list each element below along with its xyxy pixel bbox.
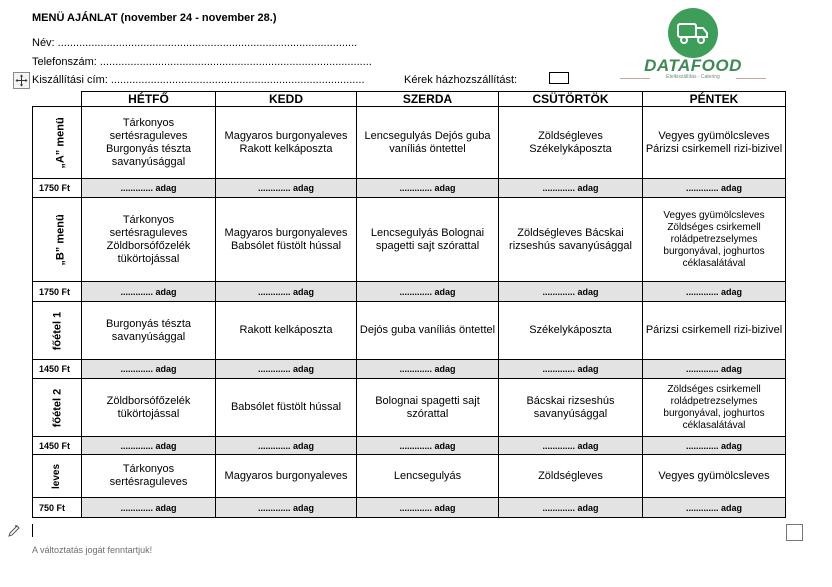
table-row <box>33 302 786 360</box>
portion-field[interactable]: ............. adag <box>643 498 786 518</box>
dish-cell[interactable]: Lencsegulyás <box>357 455 499 498</box>
dish-cell[interactable]: Babsólet füstölt hússal <box>216 379 357 437</box>
dish-cell[interactable]: Vegyes gyümölcsleves Párizsi csirkemell rizi-bizivel <box>643 107 786 179</box>
dish-cell[interactable]: Tárkonyos sertésraguleves Zöldborsófőzelék tükörtojással <box>82 198 216 282</box>
dish-cell[interactable]: Magyaros burgonyaleves <box>216 455 357 498</box>
address-field[interactable]: Kiszállítási cím: ................................................................................... <box>32 74 365 86</box>
row-label <box>33 379 82 437</box>
edit-pen-icon[interactable] <box>7 524 21 543</box>
table-row <box>33 379 786 437</box>
portion-field[interactable]: ............. adag <box>499 282 643 302</box>
dish-cell[interactable]: Párizsi csirkemell rizi-bizivel <box>643 302 786 360</box>
dish-cell[interactable]: Dejós guba vaníliás öntettel <box>357 302 499 360</box>
dish-cell[interactable]: Lencsegulyás Dejós guba vaníliás öntettel <box>357 107 499 179</box>
table-row <box>33 437 786 455</box>
dish-cell[interactable]: Tárkonyos sertésraguleves Burgonyás tészta savanyúsággal <box>82 107 216 179</box>
datafood-logo <box>618 8 768 83</box>
day-header: CSÜTÖRTÖK <box>499 92 643 107</box>
portion-field[interactable]: ............. adag <box>357 179 499 198</box>
phone-field[interactable]: Telefonszám: ......................................................................................... <box>32 56 372 68</box>
table-row <box>33 360 786 379</box>
price-cell: 1450 Ft <box>33 360 82 379</box>
price-cell: 1750 Ft <box>33 282 82 302</box>
row-label <box>33 107 82 179</box>
table-row <box>33 498 786 518</box>
dish-cell[interactable]: Rakott kelkáposzta <box>216 302 357 360</box>
row-label-text: főétel 2 <box>50 388 63 427</box>
row-label <box>33 302 82 360</box>
dish-cell[interactable]: Zöldségleves Bácskai rizseshús savanyúsággal <box>499 198 643 282</box>
portion-field[interactable]: ............. adag <box>499 360 643 379</box>
footer-note: A változtatás jogát fenntartjuk! <box>32 545 153 555</box>
dish-cell[interactable]: Vegyes gyümölcsleves <box>643 455 786 498</box>
portion-field[interactable]: ............. adag <box>216 282 357 302</box>
portion-field[interactable]: ............. adag <box>499 179 643 198</box>
price-cell: 750 Ft <box>33 498 82 518</box>
portion-field[interactable]: ............. adag <box>643 360 786 379</box>
row-label-text: „B” menü <box>54 213 67 266</box>
portion-field[interactable]: ............. adag <box>216 179 357 198</box>
table-row <box>33 282 786 302</box>
day-header: PÉNTEK <box>643 92 786 107</box>
table-row <box>33 107 786 179</box>
dish-cell[interactable]: Tárkonyos sertésraguleves <box>82 455 216 498</box>
dish-cell[interactable]: Vegyes gyümölcsleves Zöldséges csirkemell roládpetrezselymes burgonyával, joghurtos céklasalátával <box>643 198 786 282</box>
name-field[interactable]: Név: .................................................................................................. <box>32 37 358 49</box>
table-row <box>33 198 786 282</box>
portion-field[interactable]: ............. adag <box>499 498 643 518</box>
portion-field[interactable]: ............. adag <box>82 179 216 198</box>
dish-cell[interactable]: Magyaros burgonyaleves Babsólet füstölt hússal <box>216 198 357 282</box>
dish-cell[interactable]: Bácskai rizseshús savanyúsággal <box>499 379 643 437</box>
price-cell: 1450 Ft <box>33 437 82 455</box>
menu-title: MENÜ AJÁNLAT (november 24 - november 28.) <box>32 12 277 24</box>
row-label <box>33 455 82 498</box>
text-cursor <box>32 524 33 537</box>
day-header: SZERDA <box>357 92 499 107</box>
portion-field[interactable]: ............. adag <box>643 179 786 198</box>
dish-cell[interactable]: Burgonyás tészta savanyúsággal <box>82 302 216 360</box>
menu-table <box>32 91 786 518</box>
portion-field[interactable]: ............. adag <box>643 437 786 455</box>
dish-cell[interactable]: Magyaros burgonyaleves Rakott kelkáposzta <box>216 107 357 179</box>
portion-field[interactable]: ............. adag <box>82 437 216 455</box>
table-row <box>33 179 786 198</box>
portion-field[interactable]: ............. adag <box>82 282 216 302</box>
portion-field[interactable]: ............. adag <box>216 498 357 518</box>
logo-name: DATAFOOD <box>644 56 742 75</box>
corner-cell <box>33 92 82 107</box>
day-header: KEDD <box>216 92 357 107</box>
day-header: HÉTFŐ <box>82 92 216 107</box>
row-label-text: „A” menü <box>54 116 67 169</box>
table-move-handle-icon[interactable] <box>13 72 30 89</box>
dish-cell[interactable]: Zöldborsófőzelék tükörtojással <box>82 379 216 437</box>
portion-field[interactable]: ............. adag <box>357 498 499 518</box>
portion-field[interactable]: ............. adag <box>499 437 643 455</box>
dish-cell[interactable]: Bolognai spagetti sajt szórattal <box>357 379 499 437</box>
portion-field[interactable]: ............. adag <box>643 282 786 302</box>
row-label-text: leves <box>51 463 63 490</box>
delivery-truck-icon <box>668 8 718 58</box>
portion-field[interactable]: ............. adag <box>216 360 357 379</box>
dish-cell[interactable]: Zöldségleves Székelykáposzta <box>499 107 643 179</box>
row-label-text: főétel 1 <box>50 311 63 350</box>
portion-field[interactable]: ............. adag <box>357 437 499 455</box>
dish-cell[interactable]: Lencsegulyás Bolognai spagetti sajt szórattal <box>357 198 499 282</box>
portion-field[interactable]: ............. adag <box>82 498 216 518</box>
portion-field[interactable]: ............. adag <box>82 360 216 379</box>
logo-tagline: Ételkiszállítás - Catering <box>666 74 720 80</box>
table-row <box>33 455 786 498</box>
table-resize-handle[interactable] <box>786 524 803 541</box>
delivery-checkbox[interactable] <box>549 72 569 84</box>
portion-field[interactable]: ............. adag <box>357 360 499 379</box>
portion-field[interactable]: ............. adag <box>357 282 499 302</box>
dish-cell[interactable]: Zöldséges csirkemell roládpetrezselymes burgonyával, joghurtos céklasalátával <box>643 379 786 437</box>
dish-cell[interactable]: Székelykáposzta <box>499 302 643 360</box>
row-label <box>33 198 82 282</box>
price-cell: 1750 Ft <box>33 179 82 198</box>
dish-cell[interactable]: Zöldségleves <box>499 455 643 498</box>
portion-field[interactable]: ............. adag <box>216 437 357 455</box>
delivery-label: Kérek házhozszállítást: <box>404 74 518 86</box>
